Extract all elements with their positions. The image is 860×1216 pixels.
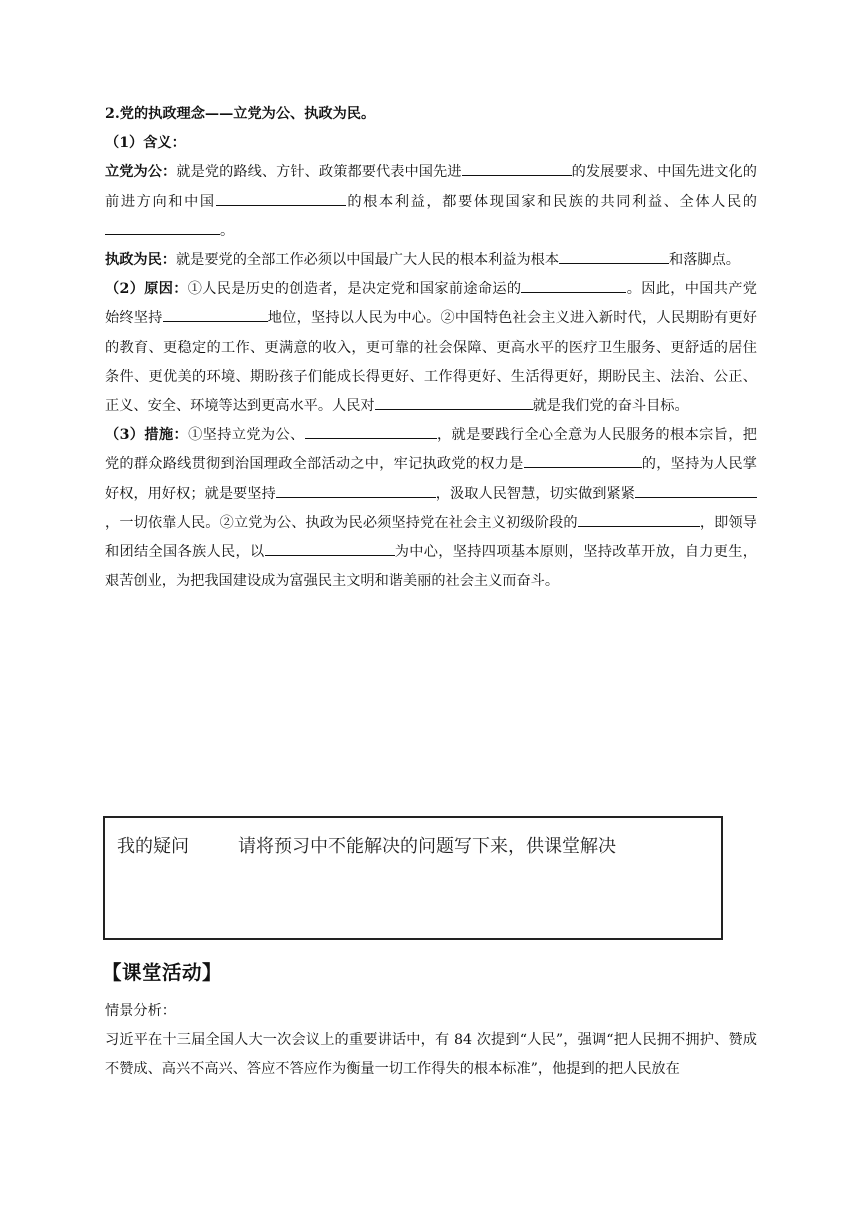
measures-text-e: ，一切依靠人民。②立党为公、执政为民必须坚持党在社会主义初级阶段的 [105,514,578,531]
doubt-title: 我的疑问 [117,836,189,857]
doubt-hint: 请将预习中不能解决的问题写下来，供课堂解决 [238,836,616,857]
measures-label: （3）措施： [105,427,189,444]
lidang-text-c: 的根本利益，都要体现国家和民族的共同利益、全体人民的 [345,193,757,210]
reason-text-a: ①人民是历史的创造者，是决定党和国家前途命运的 [187,281,522,298]
reason-paragraph [105,275,757,421]
lidang-term: 立党为公： [105,164,177,181]
blank-people-interest[interactable] [216,190,346,206]
classroom-body [105,997,757,1085]
blank-advanced-productivity[interactable] [462,161,572,177]
reason-label: （2）原因： [105,281,188,298]
blank-people-position[interactable] [163,307,268,323]
section-heading-text: 2.党的执政理念——立党为公、执政为民。 [105,106,376,122]
lidang-text-d: 。 [220,222,235,239]
doubt-box[interactable] [103,816,723,940]
blank-common-will[interactable] [105,219,220,235]
classroom-activity-heading: 【课堂活动】 [102,961,223,984]
scene-paragraph [105,1026,757,1084]
reason-text-d: 就是我们党的奋斗目标。 [532,398,689,415]
meaning-label: （1）含义： [105,135,186,152]
blank-govern-for-people[interactable] [305,423,437,439]
zhizheng-paragraph [105,246,757,275]
measures-text-d: ，汲取人民智慧，切实做到紧紧 [435,485,635,502]
zhizheng-text-a: 就是要党的全部工作必须以中国最广大人民的根本利益为根本 [175,252,560,269]
reason-text-b: 。因此，中国共产党始终坚持 [105,281,757,327]
blank-better-life[interactable] [375,394,533,410]
meaning-label-line [105,129,757,158]
zhizheng-text-b: 和落脚点。 [669,252,740,269]
blank-from-the-masses[interactable] [276,482,436,498]
blank-basic-line[interactable] [578,511,700,527]
measures-text-c: 的，坚持为人民掌好权，用好权；就是要坚持 [105,456,757,502]
blank-starting-point[interactable] [559,248,669,264]
scene-label: 情景分析： [105,1003,176,1019]
blank-fundamental-force[interactable] [521,277,626,293]
zhizheng-term: 执政为民： [105,252,176,269]
measures-text-g: 为中心，坚持四项基本原则，坚持改革开放，自力更生，艰苦创业，为把我国建设成为富强民主文明和谐美丽的社会主义而奋斗。 [105,544,757,590]
lidang-paragraph [105,158,757,246]
section-heading [105,100,757,129]
worksheet-body [105,100,757,596]
measures-text-f: ，即领导和团结全国各族人民，以 [105,514,757,561]
reason-text-c: 地位，坚持以人民为中心。②中国特色社会主义进入新时代，人民期盼有更好的教育、更稳定的工作、更满意的收入，更可靠的社会保障、更高水平的医疗卫生服务、更舒适的居住条件、更优美的环境、期盼孩子们能成长得更好、工作得更好、生活得更好，期盼民主、法治、公正、正义、安全、环境等达到更高水平。人民对 [105,310,757,415]
blank-power-given-by-people[interactable] [524,453,642,469]
measures-paragraph [105,421,757,596]
blank-rely-on-people[interactable] [635,482,757,498]
measures-text-b: ，就是要践行全心全意为人民服务的根本宗旨，把党的群众路线贯彻到治国理政全部活动之中，牢记执政党的权力是 [105,427,757,473]
lidang-text-b: 的发展要求、中国先进文化的前进方向和中国 [105,164,757,210]
scene-label-line [105,997,757,1026]
scene-text: 习近平在十三届全国人大一次会议上的重要讲话中，有 84 次提到“人民”，强调“把人民拥不拥护、赞成不赞成、高兴不高兴、答应不答应作为衡量一切工作得失的根本标准”，他提到的把人民放在 [105,1032,757,1078]
measures-text-a: ①坚持立党为公、 [188,427,305,444]
blank-economic-construction[interactable] [265,540,395,556]
lidang-text-a: 就是党的路线、方针、政策都要代表中国先进 [176,164,462,181]
